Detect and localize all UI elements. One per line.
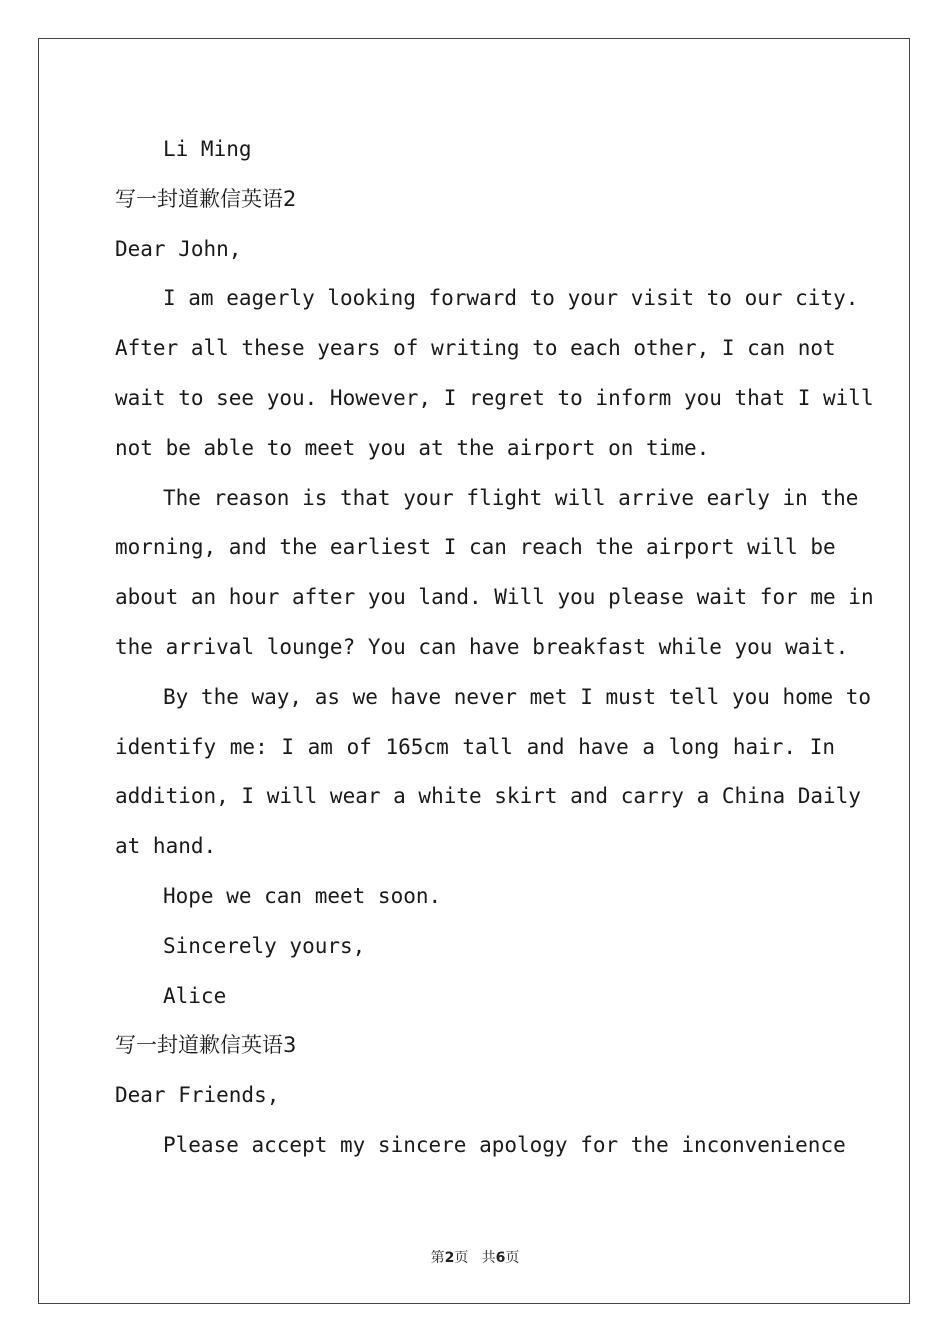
letter-2-heading: 写一封道歉信英语2 (115, 186, 297, 211)
letter-2-paragraph-3-line: identify me: I am of 165cm tall and have a long hair. In (115, 734, 835, 759)
letter-2-paragraph-1-line: I am eagerly looking forward to your visit to our city. (163, 286, 859, 311)
document-body (115, 125, 874, 1171)
page-label-prefix: 第 (430, 1250, 445, 1266)
total-label-suffix: 页 (505, 1250, 520, 1266)
letter-3-salutation: Dear Friends, (115, 1083, 280, 1108)
letter-2-signature: Alice (163, 983, 227, 1008)
total-label-prefix: 共 (481, 1250, 496, 1266)
letter-2-paragraph-3-line: addition, I will wear a white skirt and carry a China Daily (115, 784, 861, 809)
page-footer (0, 1247, 950, 1267)
letter-2-paragraph-1-line: After all these years of writing to each other, I can not (115, 336, 836, 361)
letter-2-paragraph-3-line: at hand. (115, 834, 217, 859)
letter-2-paragraph-2-line: about an hour after you land. Will you please wait for me in (115, 585, 874, 610)
letter-2-paragraph-1-line: wait to see you. However, I regret to inform you that I will (115, 385, 874, 410)
letter-2-paragraph-2-line: morning, and the earliest I can reach the airport will be (115, 535, 836, 560)
previous-signature: Li Ming (163, 137, 252, 161)
page-label-suffix: 页 (454, 1250, 469, 1266)
letter-2-paragraph-3-line: By the way, as we have never met I must tell you home to (163, 684, 872, 709)
letter-2-valediction: Sincerely yours, (163, 933, 366, 958)
letter-2-paragraph-2-line: The reason is that your flight will arrive early in the (163, 485, 859, 510)
letter-2-salutation: Dear John, (115, 236, 242, 261)
letter-3-paragraph-1-line: Please accept my sincere apology for the inconvenience (163, 1132, 846, 1157)
letter-3-heading: 写一封道歉信英语3 (115, 1033, 297, 1058)
letter-2-paragraph-2-line: the arrival lounge? You can have breakfast while you wait. (115, 634, 849, 659)
total-pages: 6 (495, 1250, 506, 1266)
page-number: 2 (444, 1250, 455, 1266)
letter-2-closing-line: Hope we can meet soon. (163, 883, 442, 908)
letter-2-paragraph-1-line: not be able to meet you at the airport on time. (115, 435, 710, 460)
